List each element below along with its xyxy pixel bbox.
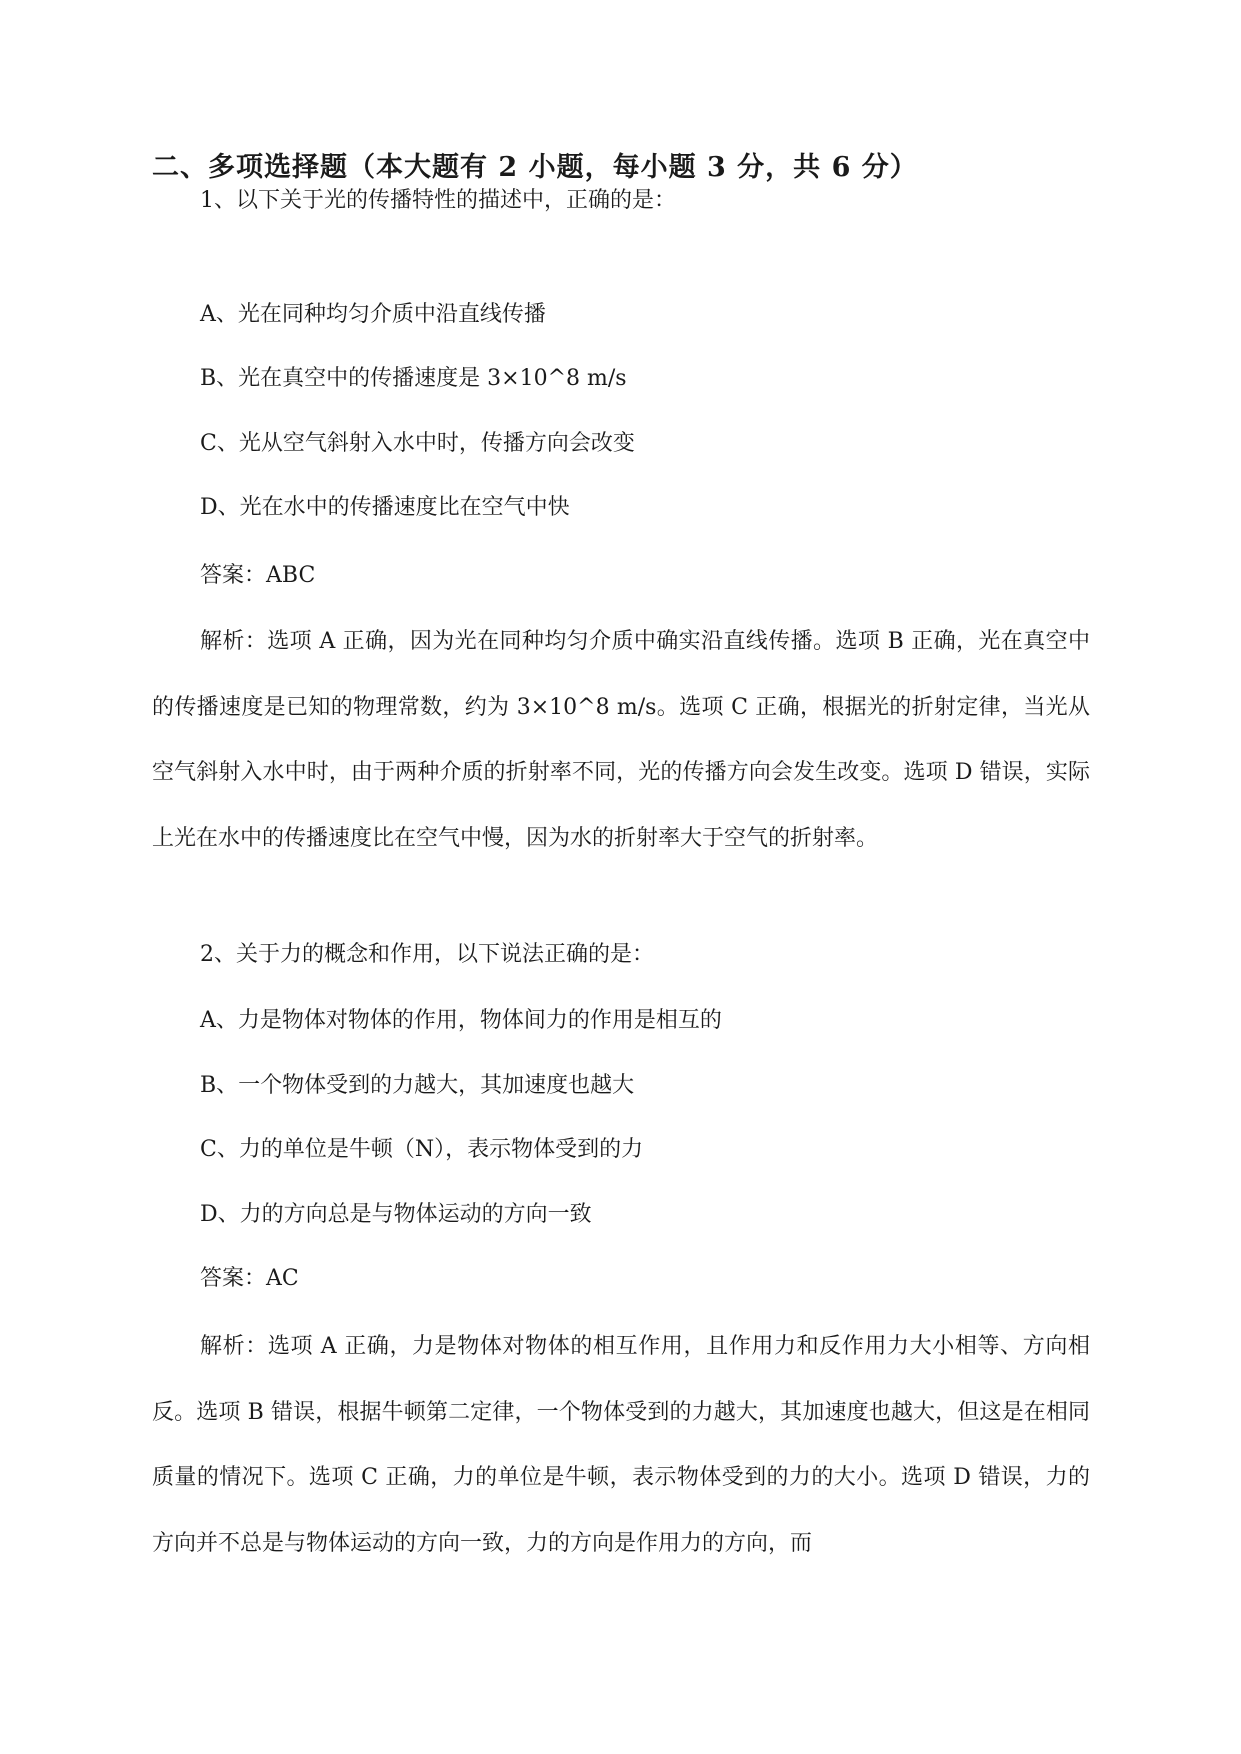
question-2-answer: 答案：AC <box>200 1266 299 1291</box>
question-1-option-c: C、光从空气斜射入水中时，传播方向会改变 <box>200 431 635 456</box>
question-2-analysis: 解析：选项 A 正确，力是物体对物体的相互作用，且作用力和反作用力大小相等、方向相反。选项 B 错误，根据牛顿第二定律，一个物体受到的力越大，其加速度也越大，但这是在相同质量的情况下。选项 C 正确，力的单位是牛顿，表示物体受到的力的大小。选项 D 错误，力的方向并不总是与物体运动的方向一致，力的方向是作用力的方向，而 <box>152 1334 1090 1556</box>
section-title: 二、多项选择题（本大题有 2 小题，每小题 3 分，共 6 分） <box>152 152 918 183</box>
question-2-option-d: D、力的方向总是与物体运动的方向一致 <box>200 1202 592 1227</box>
question-1-option-b: B、光在真空中的传播速度是 3×10^8 m/s <box>200 366 627 391</box>
question-1-stem: 1、以下关于光的传播特性的描述中，正确的是： <box>200 188 676 213</box>
question-2-option-b: B、一个物体受到的力越大，其加速度也越大 <box>200 1073 635 1098</box>
question-1-analysis: 解析：选项 A 正确，因为光在同种均匀介质中确实沿直线传播。选项 B 正确，光在真空中的传播速度是已知的物理常数，约为 3×10^8 m/s。选项 C 正确，根据光的折射定律，当光从空气斜射入水中时，由于两种介质的折射率不同，光的传播方向会发生改变。选项 D 错误，实际上光在水中的传播速度比在空气中慢，因为水的折射率大于空气的折射率。 <box>152 629 1090 851</box>
question-2-option-c: C、力的单位是牛顿（N），表示物体受到的力 <box>200 1137 644 1162</box>
question-2-stem: 2、关于力的概念和作用，以下说法正确的是： <box>200 942 654 967</box>
question-1-answer: 答案：ABC <box>200 563 316 588</box>
question-1-option-a: A、光在同种均匀介质中沿直线传播 <box>200 302 546 327</box>
question-1-option-d: D、光在水中的传播速度比在空气中快 <box>200 495 570 520</box>
question-2-option-a: A、力是物体对物体的作用，物体间力的作用是相互的 <box>200 1008 722 1033</box>
